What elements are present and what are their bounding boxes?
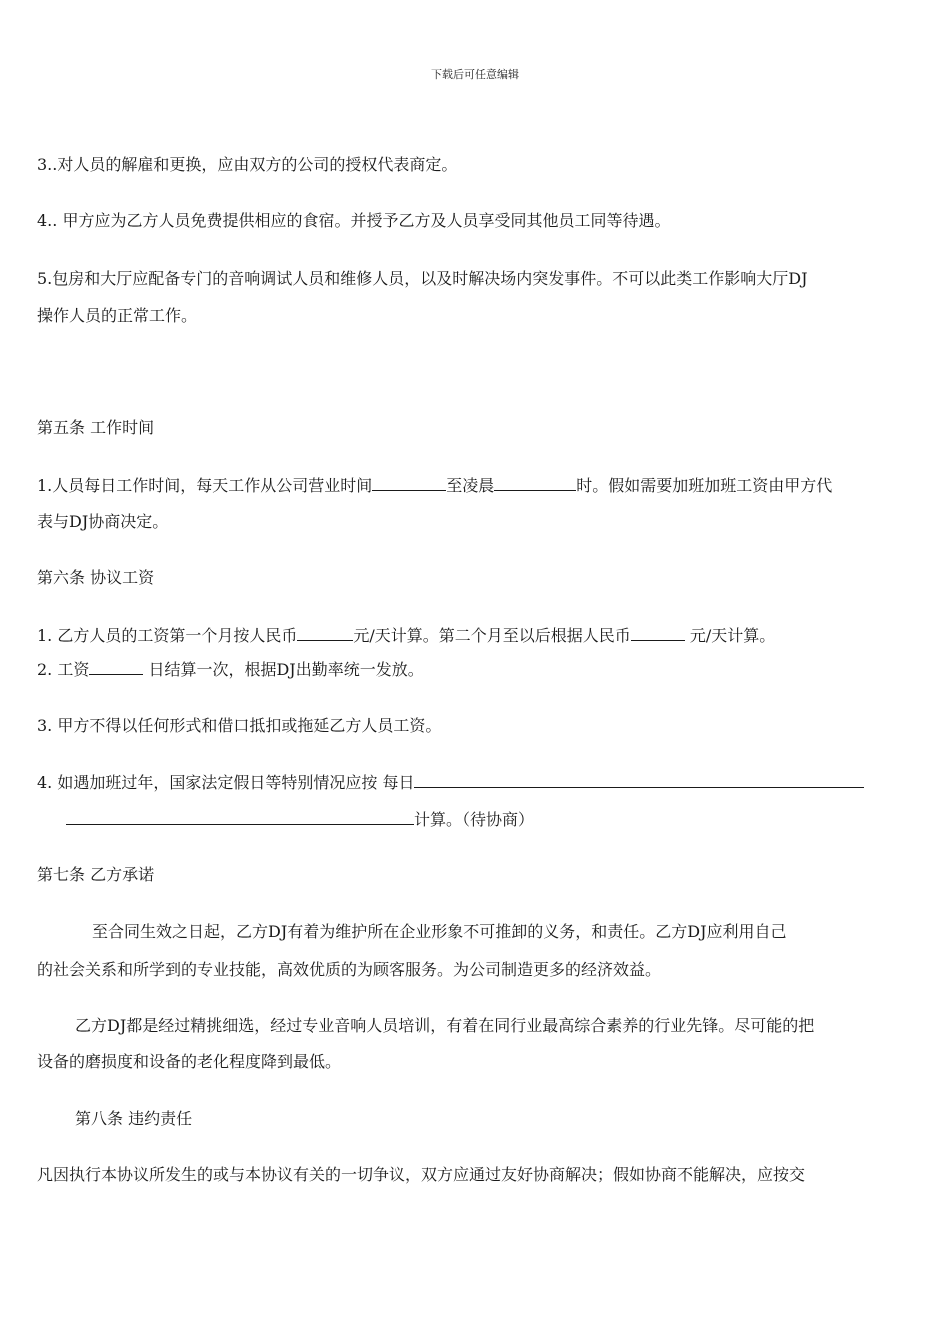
settlement-days-blank[interactable] [89, 659, 143, 675]
article-7-para-1: 至合同生效之日起，乙方DJ有着为维护所在企业形象不可推卸的义务，和责任。乙方DJ应利用自己 [92, 922, 787, 941]
article-6-item-4-cont-text: 计算。（待协商） [414, 810, 535, 829]
article-5-item-1-cont: 表与DJ协商决定。 [37, 512, 169, 531]
article-6-item-2-text-b: 日结算一次，根据DJ出勤率统一发放。 [143, 660, 424, 679]
article-7-para-2: 乙方DJ都是经过精挑细选，经过专业音响人员培训，有着在同行业最高综合素养的行业先锋。尽可能的把 [75, 1016, 815, 1035]
article-6-item-4-cont [66, 809, 534, 830]
later-wage-blank[interactable] [631, 625, 685, 641]
page-header: 下载后可任意编辑 [431, 68, 519, 81]
article-6-item-3: 3. 甲方不得以任何形式和借口抵扣或拖延乙方人员工资。 [37, 716, 442, 735]
article-7-para-1-cont: 的社会关系和所学到的专业技能，高效优质的为顾客服务。为公司制造更多的经济效益。 [37, 960, 662, 979]
article-6-item-1 [37, 625, 775, 646]
article-6-item-4-text: 4. 如遇加班过年，国家法定假日等特别情况应按 每日 [37, 773, 415, 792]
clause-4-item-4: 4.. 甲方应为乙方人员免费提供相应的食宿。并授予乙方及人员享受同其他员工同等待遇。 [37, 211, 671, 230]
article-6-item-2-text-a: 2. 工资 [37, 660, 90, 679]
holiday-rate-blank-2[interactable] [66, 809, 414, 825]
clause-4-item-5-cont: 操作人员的正常工作。 [37, 306, 198, 325]
article-6-item-1-text-c: 元/天计算。 [684, 626, 776, 645]
end-hour-blank[interactable] [494, 475, 576, 491]
article-5-heading: 第五条 工作时间 [37, 418, 155, 437]
article-5-item-1-text-c: 时。假如需要加班加班工资由甲方代 [576, 476, 833, 495]
business-hours-blank[interactable] [372, 475, 446, 491]
article-8-heading: 第八条 违约责任 [75, 1109, 193, 1128]
article-6-item-1-text-b: 元/天计算。第二个月至以后根据人民币 [353, 626, 631, 645]
article-6-item-2 [37, 659, 424, 680]
holiday-rate-blank-1[interactable] [414, 772, 864, 788]
article-5-item-1-text-b: 至凌晨 [446, 476, 495, 495]
article-6-heading: 第六条 协议工资 [37, 568, 155, 587]
article-5-item-1-text-a: 1.人员每日工作时间，每天工作从公司营业时间 [37, 476, 373, 495]
article-6-item-1-text-a: 1. 乙方人员的工资第一个月按人民币 [37, 626, 298, 645]
clause-4-item-3: 3..对人员的解雇和更换，应由双方的公司的授权代表商定。 [37, 155, 458, 174]
first-month-wage-blank[interactable] [297, 625, 353, 641]
article-7-para-2-cont: 设备的磨损度和设备的老化程度降到最低。 [37, 1052, 342, 1071]
article-8-para-1: 凡因执行本协议所发生的或与本协议有关的一切争议，双方应通过友好协商解决；假如协商不能解决，应按交 [37, 1165, 806, 1184]
article-7-heading: 第七条 乙方承诺 [37, 865, 155, 884]
article-5-item-1 [37, 475, 832, 496]
article-6-item-4 [37, 772, 864, 793]
clause-4-item-5: 5.包房和大厅应配备专门的音响调试人员和维修人员，以及时解决场内突发事件。不可以此类工作影响大厅DJ [37, 269, 808, 288]
